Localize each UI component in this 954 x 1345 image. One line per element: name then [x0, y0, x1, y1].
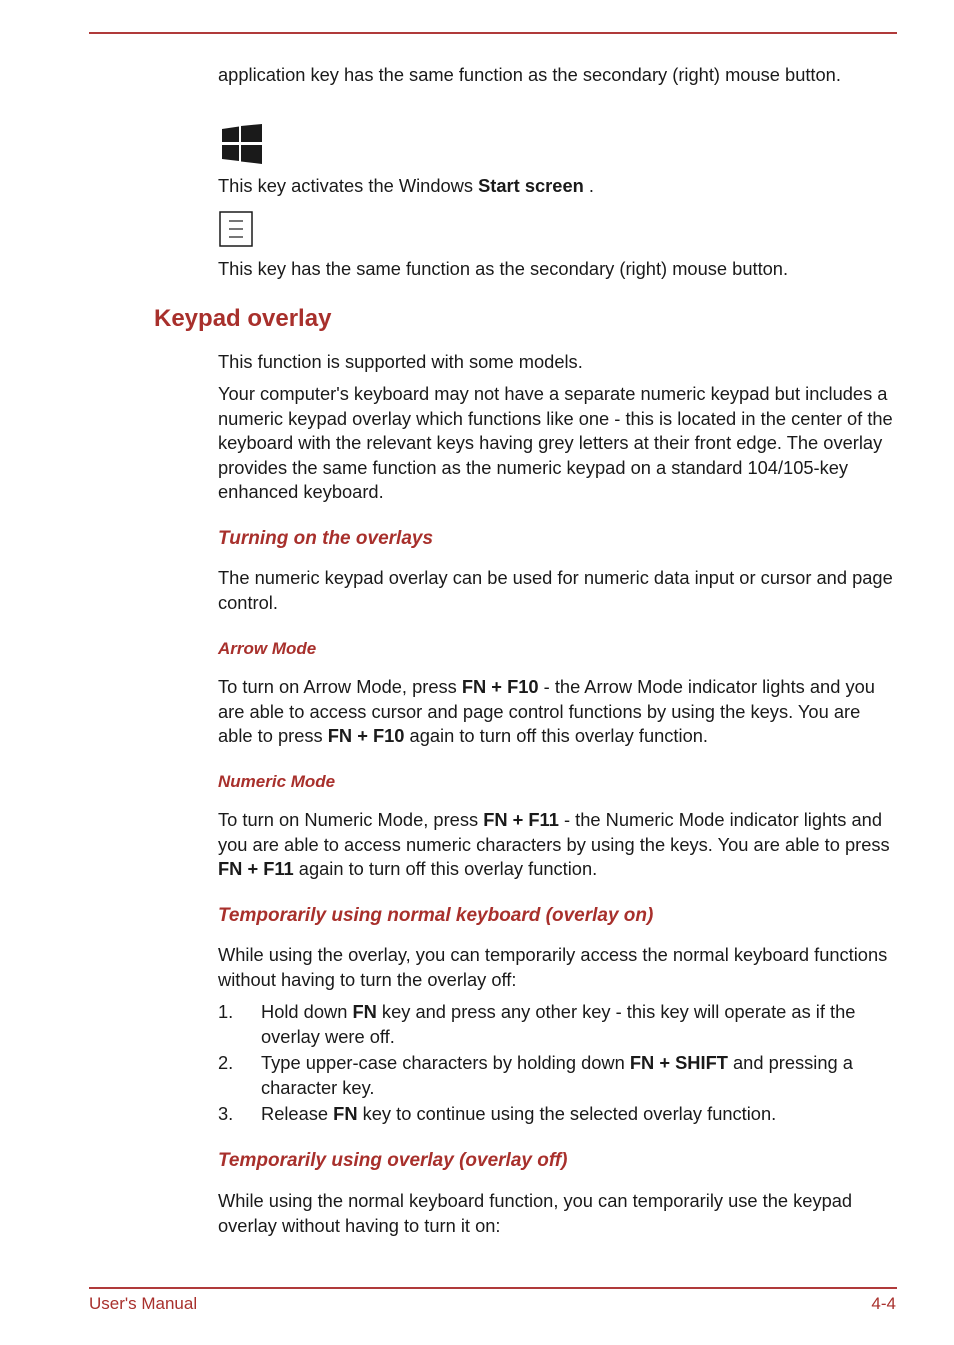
subsection-title-temp-overlay: Temporarily using overlay (overlay off): [218, 1150, 568, 1171]
numeric-mode-paragraph: To turn on Numeric Mode, press FN + F11 - the Numeric Mode indicator lights and you are able to access numeric characters by using the keys. You are able to press FN + F11 again to turn off this overlay function.: [218, 809, 890, 879]
list-item-number: 2.: [218, 1052, 234, 1073]
application-key-description: This key has the same function as the secondary (right) mouse button.: [218, 258, 789, 279]
start-key-description: This key activates the Windows Start screen .: [218, 175, 594, 196]
temp-overlay-paragraph: While using the normal keyboard function, you can temporarily use the keypad overlay without having to turn it on:: [218, 1190, 853, 1236]
list-item-number: 1.: [218, 1001, 234, 1022]
header-rule: [89, 32, 897, 34]
windows-logo-icon: [222, 124, 262, 164]
footer-title: User's Manual: [89, 1294, 198, 1313]
list-item-text: Release FN key to continue using the selected overlay function.: [261, 1103, 777, 1124]
temp-normal-paragraph: While using the overlay, you can temporarily access the normal keyboard functions without having to turn the overlay off:: [218, 944, 888, 990]
turning-on-paragraph: The numeric keypad overlay can be used for numeric data input or cursor and page control.: [218, 567, 893, 613]
footer-rule: [89, 1287, 897, 1289]
intro-paragraph: application key has the same function as the secondary (right) mouse button.: [218, 64, 841, 85]
list-item-text: Hold down FN key and press any other key - this key will operate as if the overlay were off.: [261, 1001, 856, 1047]
subsection-title-turning-on: Turning on the overlays: [218, 528, 434, 549]
list-item-text: Type upper-case characters by holding down FN + SHIFT and pressing a character key.: [261, 1052, 853, 1098]
page-number: 4-4: [871, 1294, 896, 1313]
arrow-mode-paragraph: To turn on Arrow Mode, press FN + F10 - the Arrow Mode indicator lights and you are able to access cursor and page control functions by using the keys. You are able to press FN + F10 again to turn off this overlay function.: [218, 676, 875, 746]
application-key-icon: [219, 211, 253, 247]
subsubsection-title-numeric-mode: Numeric Mode: [218, 772, 336, 791]
subsection-title-temp-normal: Temporarily using normal keyboard (overlay on): [218, 905, 654, 926]
section-title: Keypad overlay: [154, 305, 332, 332]
subsubsection-title-arrow-mode: Arrow Mode: [218, 639, 317, 658]
list-item-number: 3.: [218, 1103, 234, 1124]
section-paragraph-1: This function is supported with some models.: [218, 351, 583, 372]
section-paragraph-2: Your computer's keyboard may not have a separate numeric keypad but includes a numeric keypad overlay which functions like one - this is located in the center of the keyboard with the relevant keys having grey letters at their front edge. The overlay provides the same function as the numeric keypad on a standard 104/105-key enhanced keyboard.: [218, 383, 893, 502]
